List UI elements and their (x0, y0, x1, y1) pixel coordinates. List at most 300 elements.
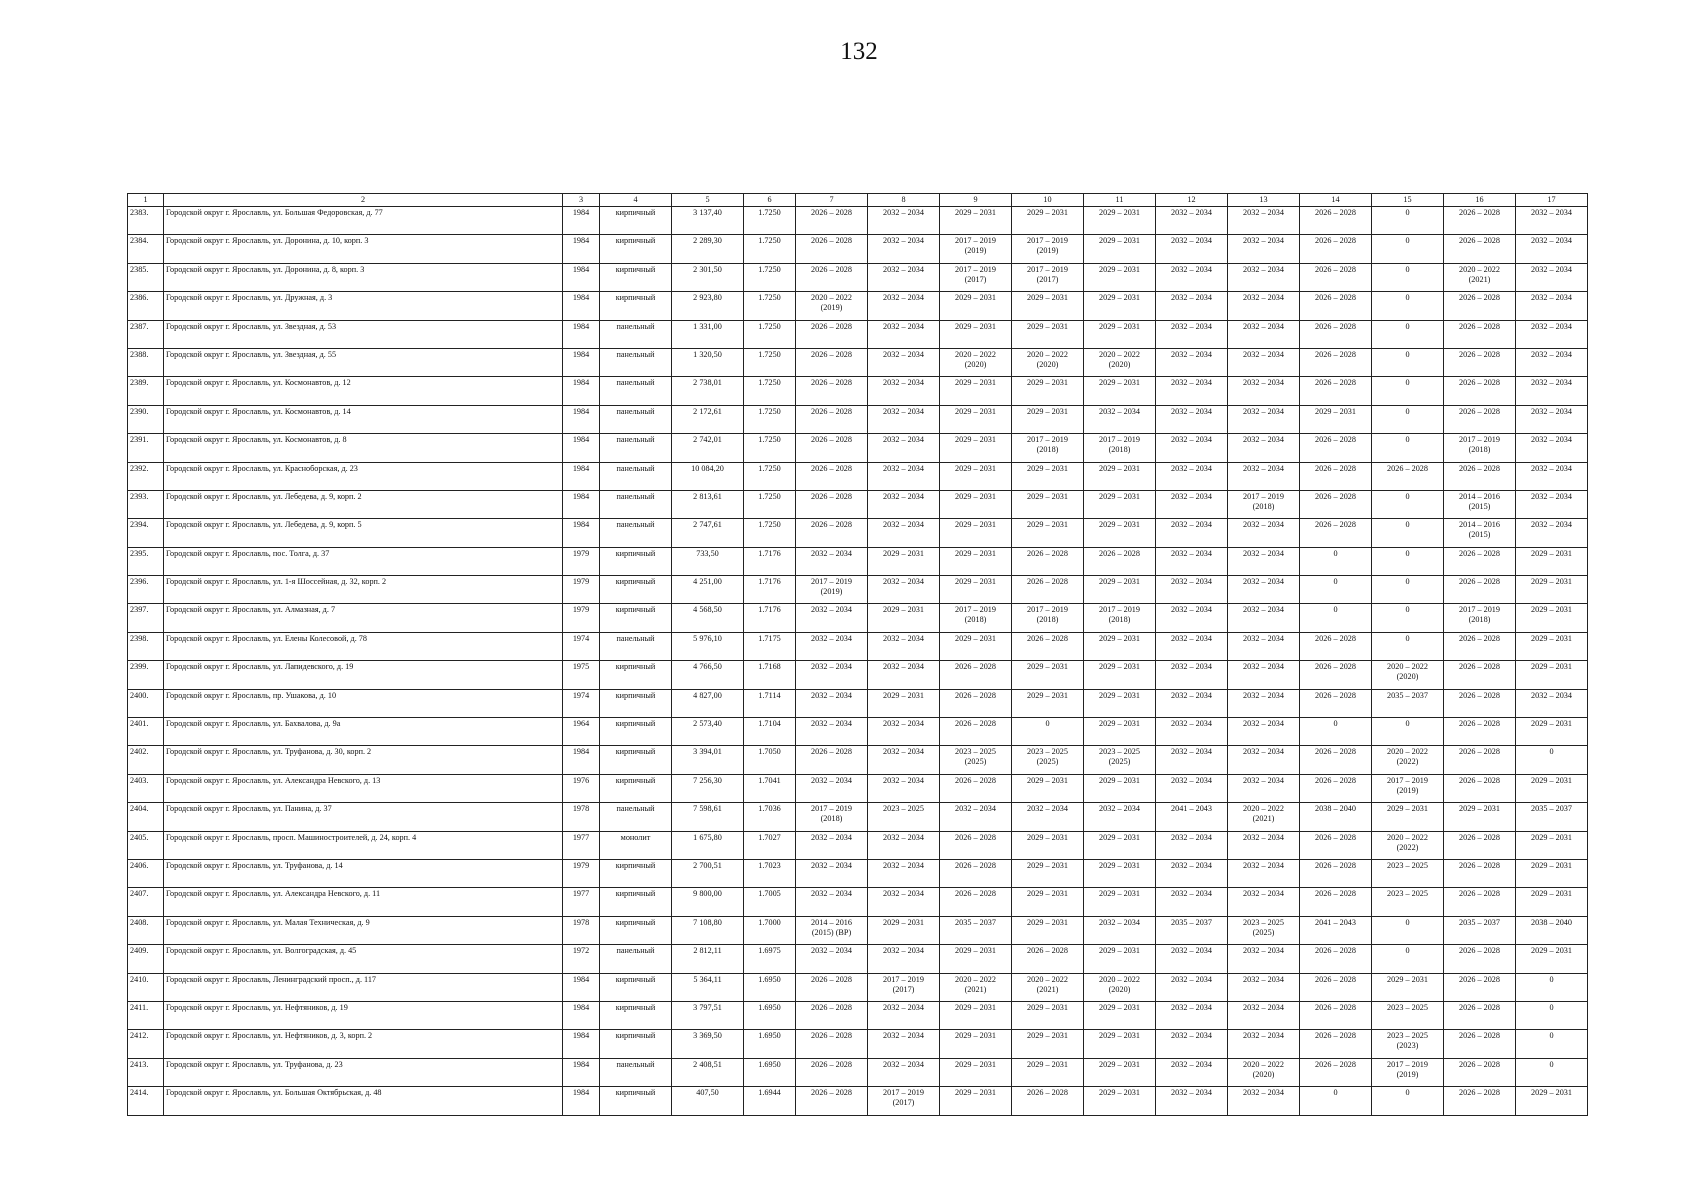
period-col-14-cell: 2026 – 2028 (1300, 292, 1372, 320)
period-col-13-cell: 2032 – 2034 (1228, 746, 1300, 774)
period-col-15-cell: 0 (1372, 235, 1444, 263)
address-cell: Городской округ г. Ярославль, ул. Большая Федоровская, д. 77 (164, 207, 563, 235)
period-col-17-cell: 2029 – 2031 (1516, 547, 1588, 575)
wall-material-cell: кирпичный (600, 689, 672, 717)
period-col-8-cell: 2032 – 2034 (868, 490, 940, 518)
period-col-14-cell: 0 (1300, 718, 1372, 746)
total-area-cell: 10 084,20 (672, 462, 744, 490)
table-row (128, 490, 1588, 518)
period-col-14-cell: 2026 – 2028 (1300, 1001, 1372, 1029)
period-col-7-cell: 2032 – 2034 (796, 945, 868, 973)
period-col-14-cell: 0 (1300, 604, 1372, 632)
period-col-7-cell: 2026 – 2028 (796, 263, 868, 291)
wall-material-cell: кирпичный (600, 263, 672, 291)
period-col-16-cell: 2026 – 2028 (1444, 1030, 1516, 1058)
table-row (128, 547, 1588, 575)
coefficient-cell: 1.7250 (744, 320, 796, 348)
period-col-13-cell: 2032 – 2034 (1228, 576, 1300, 604)
period-col-7-cell: 2032 – 2034 (796, 718, 868, 746)
period-col-14-cell: 2041 – 2043 (1300, 916, 1372, 944)
period-col-11-cell: 2029 – 2031 (1084, 1058, 1156, 1086)
period-col-7-cell: 2026 – 2028 (796, 320, 868, 348)
period-col-12-cell: 2032 – 2034 (1156, 718, 1228, 746)
period-col-9-cell: 2029 – 2031 (940, 576, 1012, 604)
period-col-15-cell: 0 (1372, 490, 1444, 518)
housing-register-table (127, 193, 1588, 1116)
period-col-7-cell: 2026 – 2028 (796, 490, 868, 518)
period-col-15-cell: 0 (1372, 632, 1444, 660)
coefficient-cell: 1.7250 (744, 462, 796, 490)
period-col-17-cell: 2032 – 2034 (1516, 263, 1588, 291)
period-col-9-cell: 2026 – 2028 (940, 689, 1012, 717)
coefficient-cell: 1.7036 (744, 803, 796, 831)
period-col-12-cell: 2032 – 2034 (1156, 235, 1228, 263)
column-header-5: 5 (672, 194, 744, 207)
period-col-14-cell: 0 (1300, 547, 1372, 575)
period-col-16-cell: 2026 – 2028 (1444, 1001, 1516, 1029)
address-cell: Городской округ г. Ярославль, ул. Красноборская, д. 23 (164, 462, 563, 490)
period-col-12-cell: 2032 – 2034 (1156, 1030, 1228, 1058)
year-built-cell: 1984 (563, 462, 600, 490)
column-header-17: 17 (1516, 194, 1588, 207)
period-col-16-cell: 2026 – 2028 (1444, 207, 1516, 235)
period-col-8-cell: 2032 – 2034 (868, 746, 940, 774)
column-number-header-row (128, 194, 1588, 207)
table-row (128, 916, 1588, 944)
year-built-cell: 1977 (563, 888, 600, 916)
table-row (128, 1001, 1588, 1029)
period-col-9-cell: 2029 – 2031 (940, 632, 1012, 660)
period-col-16-cell: 2026 – 2028 (1444, 859, 1516, 887)
address-cell: Городской округ г. Ярославль, ул. Труфанова, д. 30, корп. 2 (164, 746, 563, 774)
period-col-14-cell: 2026 – 2028 (1300, 1058, 1372, 1086)
period-col-12-cell: 2032 – 2034 (1156, 746, 1228, 774)
wall-material-cell: кирпичный (600, 604, 672, 632)
period-col-11-cell: 2029 – 2031 (1084, 320, 1156, 348)
period-col-9-cell: 2017 – 2019 (2019) (940, 235, 1012, 263)
address-cell: Городской округ г. Ярославль, ул. Труфанова, д. 23 (164, 1058, 563, 1086)
period-col-11-cell: 2029 – 2031 (1084, 263, 1156, 291)
period-col-11-cell: 2029 – 2031 (1084, 1087, 1156, 1115)
period-col-7-cell: 2032 – 2034 (796, 547, 868, 575)
wall-material-cell: монолит (600, 831, 672, 859)
period-col-15-cell: 0 (1372, 263, 1444, 291)
address-cell: Городской округ г. Ярославль, Ленинградский просп., д. 117 (164, 973, 563, 1001)
period-col-10-cell: 2026 – 2028 (1012, 1087, 1084, 1115)
period-col-16-cell: 2026 – 2028 (1444, 547, 1516, 575)
wall-material-cell: кирпичный (600, 916, 672, 944)
period-col-9-cell: 2035 – 2037 (940, 916, 1012, 944)
period-col-16-cell: 2026 – 2028 (1444, 973, 1516, 1001)
period-col-17-cell: 0 (1516, 746, 1588, 774)
period-col-15-cell: 2026 – 2028 (1372, 462, 1444, 490)
period-col-7-cell: 2026 – 2028 (796, 1030, 868, 1058)
address-cell: Городской округ г. Ярославль, ул. Елены Колесовой, д. 78 (164, 632, 563, 660)
total-area-cell: 2 813,61 (672, 490, 744, 518)
total-area-cell: 7 108,80 (672, 916, 744, 944)
total-area-cell: 1 331,00 (672, 320, 744, 348)
address-cell: Городской округ г. Ярославль, ул. Большая Октябрьская, д. 48 (164, 1087, 563, 1115)
table-row (128, 1058, 1588, 1086)
row-number-cell: 2411. (128, 1001, 164, 1029)
period-col-7-cell: 2032 – 2034 (796, 859, 868, 887)
total-area-cell: 733,50 (672, 547, 744, 575)
period-col-16-cell: 2017 – 2019 (2018) (1444, 434, 1516, 462)
column-header-8: 8 (868, 194, 940, 207)
period-col-10-cell: 2029 – 2031 (1012, 462, 1084, 490)
period-col-12-cell: 2032 – 2034 (1156, 320, 1228, 348)
year-built-cell: 1984 (563, 207, 600, 235)
address-cell: Городской округ г. Ярославль, ул. 1-я Шоссейная, д. 32, корп. 2 (164, 576, 563, 604)
wall-material-cell: панельный (600, 462, 672, 490)
period-col-9-cell: 2029 – 2031 (940, 405, 1012, 433)
wall-material-cell: кирпичный (600, 718, 672, 746)
period-col-16-cell: 2026 – 2028 (1444, 292, 1516, 320)
period-col-14-cell: 2026 – 2028 (1300, 689, 1372, 717)
period-col-16-cell: 2026 – 2028 (1444, 746, 1516, 774)
period-col-10-cell: 2029 – 2031 (1012, 490, 1084, 518)
coefficient-cell: 1.7175 (744, 632, 796, 660)
period-col-13-cell: 2032 – 2034 (1228, 207, 1300, 235)
wall-material-cell: кирпичный (600, 1087, 672, 1115)
address-cell: Городской округ г. Ярославль, пос. Толга, д. 37 (164, 547, 563, 575)
address-cell: Городской округ г. Ярославль, ул. Лапидевского, д. 19 (164, 661, 563, 689)
address-cell: Городской округ г. Ярославль, ул. Лебедева, д. 9, корп. 5 (164, 519, 563, 547)
total-area-cell: 2 747,61 (672, 519, 744, 547)
period-col-16-cell: 2035 – 2037 (1444, 916, 1516, 944)
period-col-11-cell: 2029 – 2031 (1084, 718, 1156, 746)
period-col-12-cell: 2032 – 2034 (1156, 1087, 1228, 1115)
year-built-cell: 1975 (563, 661, 600, 689)
period-col-8-cell: 2017 – 2019 (2017) (868, 973, 940, 1001)
period-col-15-cell: 0 (1372, 320, 1444, 348)
period-col-17-cell: 2029 – 2031 (1516, 632, 1588, 660)
total-area-cell: 4 766,50 (672, 661, 744, 689)
year-built-cell: 1984 (563, 1001, 600, 1029)
table-row (128, 831, 1588, 859)
period-col-10-cell: 2029 – 2031 (1012, 320, 1084, 348)
period-col-12-cell: 2032 – 2034 (1156, 888, 1228, 916)
period-col-10-cell: 2029 – 2031 (1012, 377, 1084, 405)
period-col-7-cell: 2026 – 2028 (796, 348, 868, 376)
period-col-16-cell: 2026 – 2028 (1444, 632, 1516, 660)
period-col-13-cell: 2032 – 2034 (1228, 945, 1300, 973)
period-col-15-cell: 0 (1372, 576, 1444, 604)
period-col-12-cell: 2032 – 2034 (1156, 434, 1228, 462)
period-col-11-cell: 2029 – 2031 (1084, 377, 1156, 405)
row-number-cell: 2406. (128, 859, 164, 887)
table-row (128, 207, 1588, 235)
period-col-16-cell: 2026 – 2028 (1444, 1087, 1516, 1115)
period-col-12-cell: 2032 – 2034 (1156, 661, 1228, 689)
period-col-14-cell: 2026 – 2028 (1300, 207, 1372, 235)
total-area-cell: 3 137,40 (672, 207, 744, 235)
address-cell: Городской округ г. Ярославль, ул. Звездная, д. 55 (164, 348, 563, 376)
year-built-cell: 1976 (563, 774, 600, 802)
column-header-1: 1 (128, 194, 164, 207)
period-col-13-cell: 2032 – 2034 (1228, 462, 1300, 490)
period-col-13-cell: 2032 – 2034 (1228, 519, 1300, 547)
row-number-cell: 2389. (128, 377, 164, 405)
period-col-8-cell: 2032 – 2034 (868, 1001, 940, 1029)
column-header-9: 9 (940, 194, 1012, 207)
period-col-13-cell: 2032 – 2034 (1228, 320, 1300, 348)
period-col-17-cell: 2032 – 2034 (1516, 320, 1588, 348)
period-col-13-cell: 2032 – 2034 (1228, 774, 1300, 802)
table-row (128, 434, 1588, 462)
period-col-17-cell: 2032 – 2034 (1516, 405, 1588, 433)
period-col-15-cell: 0 (1372, 519, 1444, 547)
row-number-cell: 2413. (128, 1058, 164, 1086)
period-col-14-cell: 0 (1300, 1087, 1372, 1115)
period-col-8-cell: 2032 – 2034 (868, 888, 940, 916)
address-cell: Городской округ г. Ярославль, ул. Бахвалова, д. 9а (164, 718, 563, 746)
period-col-12-cell: 2032 – 2034 (1156, 1001, 1228, 1029)
period-col-11-cell: 2029 – 2031 (1084, 292, 1156, 320)
period-col-17-cell: 2032 – 2034 (1516, 348, 1588, 376)
period-col-9-cell: 2029 – 2031 (940, 1058, 1012, 1086)
total-area-cell: 3 369,50 (672, 1030, 744, 1058)
coefficient-cell: 1.7250 (744, 348, 796, 376)
wall-material-cell: кирпичный (600, 973, 672, 1001)
period-col-8-cell: 2029 – 2031 (868, 604, 940, 632)
period-col-15-cell: 2029 – 2031 (1372, 973, 1444, 1001)
period-col-17-cell: 2029 – 2031 (1516, 1087, 1588, 1115)
period-col-11-cell: 2029 – 2031 (1084, 207, 1156, 235)
wall-material-cell: панельный (600, 320, 672, 348)
period-col-7-cell: 2026 – 2028 (796, 377, 868, 405)
period-col-17-cell: 2029 – 2031 (1516, 945, 1588, 973)
period-col-13-cell: 2032 – 2034 (1228, 859, 1300, 887)
total-area-cell: 2 172,61 (672, 405, 744, 433)
row-number-cell: 2395. (128, 547, 164, 575)
column-header-16: 16 (1444, 194, 1516, 207)
period-col-15-cell: 2035 – 2037 (1372, 689, 1444, 717)
row-number-cell: 2384. (128, 235, 164, 263)
address-cell: Городской округ г. Ярославль, ул. Космонавтов, д. 12 (164, 377, 563, 405)
year-built-cell: 1977 (563, 831, 600, 859)
total-area-cell: 2 289,30 (672, 235, 744, 263)
year-built-cell: 1984 (563, 405, 600, 433)
coefficient-cell: 1.7041 (744, 774, 796, 802)
period-col-17-cell: 2035 – 2037 (1516, 803, 1588, 831)
table-row (128, 859, 1588, 887)
period-col-17-cell: 2029 – 2031 (1516, 576, 1588, 604)
period-col-17-cell: 2029 – 2031 (1516, 661, 1588, 689)
table-row (128, 718, 1588, 746)
coefficient-cell: 1.7250 (744, 377, 796, 405)
period-col-11-cell: 2029 – 2031 (1084, 576, 1156, 604)
address-cell: Городской округ г. Ярославль, ул. Труфанова, д. 14 (164, 859, 563, 887)
year-built-cell: 1984 (563, 1058, 600, 1086)
period-col-15-cell: 0 (1372, 718, 1444, 746)
period-col-16-cell: 2026 – 2028 (1444, 462, 1516, 490)
period-col-13-cell: 2032 – 2034 (1228, 973, 1300, 1001)
period-col-16-cell: 2026 – 2028 (1444, 320, 1516, 348)
period-col-10-cell: 2026 – 2028 (1012, 547, 1084, 575)
row-number-cell: 2385. (128, 263, 164, 291)
period-col-13-cell: 2020 – 2022 (2021) (1228, 803, 1300, 831)
period-col-7-cell: 2026 – 2028 (796, 1058, 868, 1086)
period-col-11-cell: 2032 – 2034 (1084, 916, 1156, 944)
period-col-9-cell: 2026 – 2028 (940, 661, 1012, 689)
period-col-13-cell: 2032 – 2034 (1228, 434, 1300, 462)
table-row (128, 604, 1588, 632)
period-col-13-cell: 2032 – 2034 (1228, 1001, 1300, 1029)
wall-material-cell: кирпичный (600, 576, 672, 604)
period-col-15-cell: 2020 – 2022 (2022) (1372, 831, 1444, 859)
address-cell: Городской округ г. Ярославль, ул. Нефтяников, д. 3, корп. 2 (164, 1030, 563, 1058)
period-col-8-cell: 2032 – 2034 (868, 718, 940, 746)
table-row (128, 1030, 1588, 1058)
period-col-7-cell: 2026 – 2028 (796, 434, 868, 462)
period-col-9-cell: 2029 – 2031 (940, 1030, 1012, 1058)
year-built-cell: 1979 (563, 859, 600, 887)
period-col-13-cell: 2032 – 2034 (1228, 292, 1300, 320)
period-col-10-cell: 2020 – 2022 (2021) (1012, 973, 1084, 1001)
period-col-13-cell: 2032 – 2034 (1228, 263, 1300, 291)
period-col-12-cell: 2032 – 2034 (1156, 576, 1228, 604)
period-col-7-cell: 2032 – 2034 (796, 661, 868, 689)
table-row (128, 774, 1588, 802)
total-area-cell: 4 251,00 (672, 576, 744, 604)
period-col-14-cell: 2026 – 2028 (1300, 320, 1372, 348)
period-col-10-cell: 2029 – 2031 (1012, 1030, 1084, 1058)
coefficient-cell: 1.7176 (744, 604, 796, 632)
period-col-9-cell: 2026 – 2028 (940, 888, 1012, 916)
coefficient-cell: 1.7023 (744, 859, 796, 887)
period-col-11-cell: 2029 – 2031 (1084, 1001, 1156, 1029)
total-area-cell: 7 598,61 (672, 803, 744, 831)
coefficient-cell: 1.7250 (744, 490, 796, 518)
year-built-cell: 1984 (563, 292, 600, 320)
period-col-12-cell: 2032 – 2034 (1156, 348, 1228, 376)
coefficient-cell: 1.6950 (744, 1001, 796, 1029)
period-col-13-cell: 2032 – 2034 (1228, 235, 1300, 263)
period-col-17-cell: 2029 – 2031 (1516, 859, 1588, 887)
period-col-15-cell: 0 (1372, 945, 1444, 973)
column-header-11: 11 (1084, 194, 1156, 207)
period-col-9-cell: 2017 – 2019 (2018) (940, 604, 1012, 632)
period-col-8-cell: 2032 – 2034 (868, 292, 940, 320)
period-col-12-cell: 2032 – 2034 (1156, 774, 1228, 802)
period-col-10-cell: 2029 – 2031 (1012, 1001, 1084, 1029)
coefficient-cell: 1.6944 (744, 1087, 796, 1115)
period-col-9-cell: 2023 – 2025 (2025) (940, 746, 1012, 774)
row-number-cell: 2404. (128, 803, 164, 831)
period-col-7-cell: 2017 – 2019 (2019) (796, 576, 868, 604)
period-col-12-cell: 2032 – 2034 (1156, 1058, 1228, 1086)
period-col-14-cell: 2026 – 2028 (1300, 490, 1372, 518)
period-col-16-cell: 2026 – 2028 (1444, 718, 1516, 746)
period-col-11-cell: 2029 – 2031 (1084, 661, 1156, 689)
period-col-11-cell: 2029 – 2031 (1084, 1030, 1156, 1058)
year-built-cell: 1984 (563, 1030, 600, 1058)
address-cell: Городской округ г. Ярославль, ул. Доронина, д. 10, корп. 3 (164, 235, 563, 263)
period-col-12-cell: 2032 – 2034 (1156, 859, 1228, 887)
period-col-15-cell: 2023 – 2025 (1372, 1001, 1444, 1029)
period-col-14-cell: 0 (1300, 576, 1372, 604)
period-col-9-cell: 2029 – 2031 (940, 207, 1012, 235)
period-col-9-cell: 2026 – 2028 (940, 718, 1012, 746)
period-col-15-cell: 0 (1372, 377, 1444, 405)
period-col-7-cell: 2026 – 2028 (796, 235, 868, 263)
period-col-13-cell: 2032 – 2034 (1228, 604, 1300, 632)
row-number-cell: 2409. (128, 945, 164, 973)
year-built-cell: 1964 (563, 718, 600, 746)
period-col-14-cell: 2026 – 2028 (1300, 859, 1372, 887)
table-row (128, 1087, 1588, 1115)
period-col-12-cell: 2032 – 2034 (1156, 405, 1228, 433)
period-col-12-cell: 2032 – 2034 (1156, 973, 1228, 1001)
period-col-14-cell: 2026 – 2028 (1300, 348, 1372, 376)
period-col-14-cell: 2026 – 2028 (1300, 434, 1372, 462)
period-col-7-cell: 2026 – 2028 (796, 207, 868, 235)
period-col-13-cell: 2017 – 2019 (2018) (1228, 490, 1300, 518)
period-col-8-cell: 2032 – 2034 (868, 859, 940, 887)
period-col-7-cell: 2014 – 2016 (2015) (ВР) (796, 916, 868, 944)
period-col-14-cell: 2038 – 2040 (1300, 803, 1372, 831)
period-col-10-cell: 2029 – 2031 (1012, 1058, 1084, 1086)
period-col-7-cell: 2026 – 2028 (796, 405, 868, 433)
period-col-9-cell: 2026 – 2028 (940, 831, 1012, 859)
period-col-8-cell: 2032 – 2034 (868, 263, 940, 291)
period-col-8-cell: 2023 – 2025 (868, 803, 940, 831)
period-col-10-cell: 2029 – 2031 (1012, 774, 1084, 802)
period-col-11-cell: 2017 – 2019 (2018) (1084, 434, 1156, 462)
address-cell: Городской округ г. Ярославль, ул. Волгоградская, д. 45 (164, 945, 563, 973)
period-col-7-cell: 2032 – 2034 (796, 604, 868, 632)
period-col-10-cell: 2032 – 2034 (1012, 803, 1084, 831)
period-col-12-cell: 2035 – 2037 (1156, 916, 1228, 944)
period-col-8-cell: 2032 – 2034 (868, 576, 940, 604)
row-number-cell: 2401. (128, 718, 164, 746)
period-col-15-cell: 0 (1372, 604, 1444, 632)
row-number-cell: 2399. (128, 661, 164, 689)
table-row (128, 320, 1588, 348)
row-number-cell: 2394. (128, 519, 164, 547)
period-col-9-cell: 2026 – 2028 (940, 859, 1012, 887)
wall-material-cell: кирпичный (600, 661, 672, 689)
period-col-7-cell: 2026 – 2028 (796, 973, 868, 1001)
period-col-9-cell: 2029 – 2031 (940, 945, 1012, 973)
total-area-cell: 3 394,01 (672, 746, 744, 774)
period-col-13-cell: 2023 – 2025 (2025) (1228, 916, 1300, 944)
wall-material-cell: панельный (600, 519, 672, 547)
period-col-10-cell: 2029 – 2031 (1012, 916, 1084, 944)
period-col-10-cell: 2029 – 2031 (1012, 519, 1084, 547)
column-header-12: 12 (1156, 194, 1228, 207)
row-number-cell: 2388. (128, 348, 164, 376)
period-col-13-cell: 2032 – 2034 (1228, 718, 1300, 746)
table-row (128, 263, 1588, 291)
coefficient-cell: 1.7027 (744, 831, 796, 859)
period-col-17-cell: 2032 – 2034 (1516, 434, 1588, 462)
row-number-cell: 2383. (128, 207, 164, 235)
address-cell: Городской округ г. Ярославль, пр. Ушакова, д. 10 (164, 689, 563, 717)
total-area-cell: 2 408,51 (672, 1058, 744, 1086)
total-area-cell: 2 573,40 (672, 718, 744, 746)
period-col-17-cell: 2029 – 2031 (1516, 718, 1588, 746)
address-cell: Городской округ г. Ярославль, ул. Космонавтов, д. 14 (164, 405, 563, 433)
row-number-cell: 2397. (128, 604, 164, 632)
period-col-9-cell: 2029 – 2031 (940, 519, 1012, 547)
row-number-cell: 2410. (128, 973, 164, 1001)
year-built-cell: 1984 (563, 490, 600, 518)
year-built-cell: 1984 (563, 263, 600, 291)
table-row (128, 888, 1588, 916)
period-col-14-cell: 2026 – 2028 (1300, 519, 1372, 547)
